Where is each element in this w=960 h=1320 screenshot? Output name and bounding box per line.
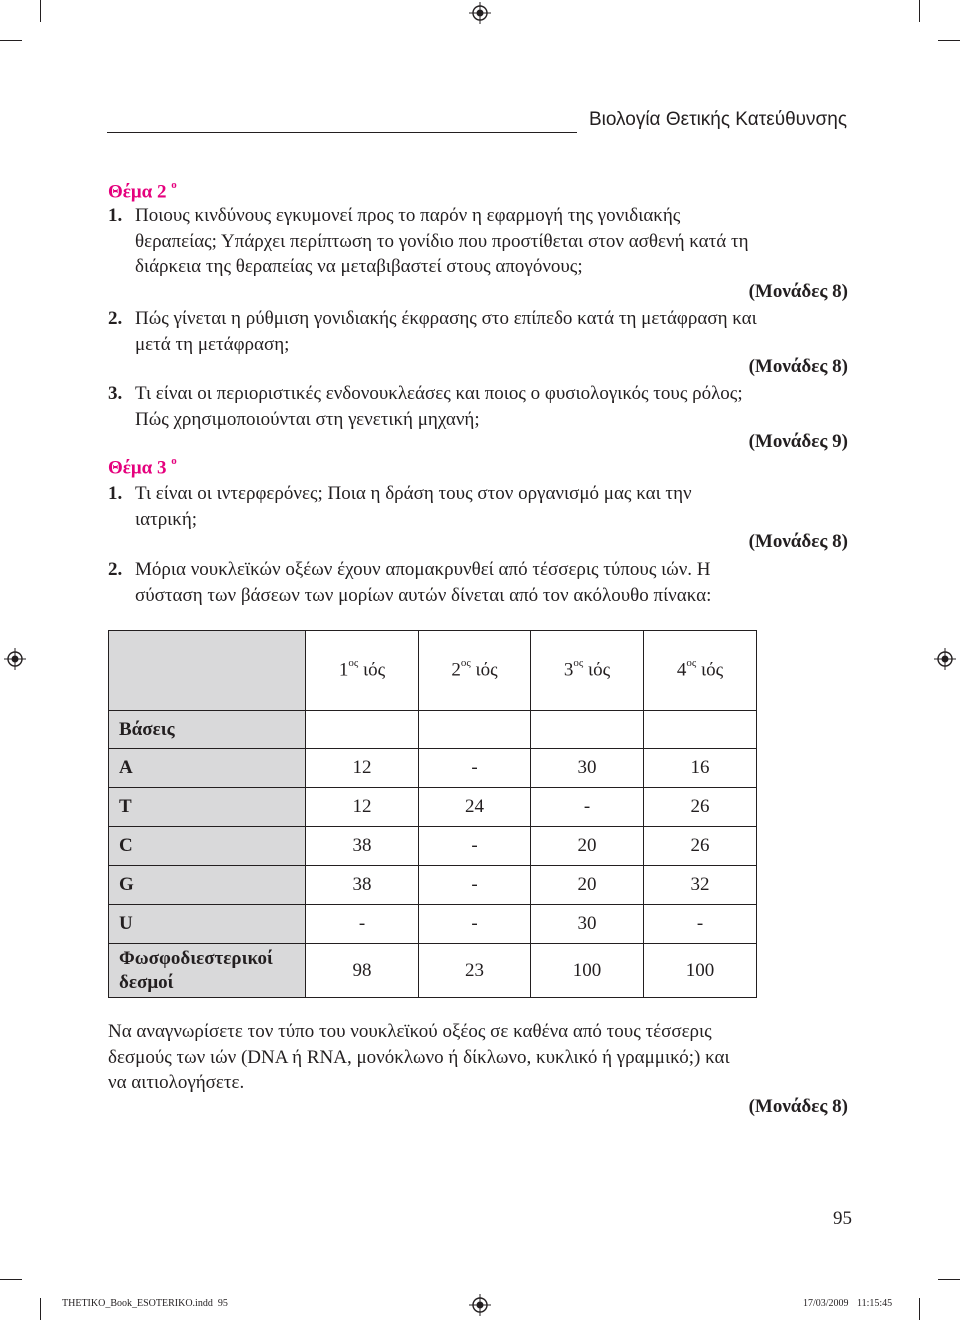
topic-2-title: Θέμα 2 [108, 181, 167, 203]
question-number: 3. [108, 383, 123, 404]
header-rule [107, 132, 577, 133]
table-row-label: Φωσφοδιεστερικοί δεσμοί [109, 944, 306, 998]
table-cell: 20 [531, 866, 644, 905]
table-row [109, 749, 757, 788]
question-line: μετά τη μετάφραση; [135, 333, 290, 355]
question-3-2 [108, 557, 122, 583]
table-cell: 26 [644, 788, 757, 827]
table-cell [644, 711, 757, 749]
question-line: Τι είναι οι περιοριστικές ενδονουκλεάσες και ποιος ο φυσιολογικός τους ρόλος; [135, 383, 743, 404]
topic-3-heading [108, 457, 177, 479]
topic-3-sup: ο [171, 455, 177, 467]
crop-mark [938, 1279, 960, 1280]
question-number: 1. [108, 205, 123, 226]
question-3-1-text [135, 481, 692, 532]
question-2-2-text [135, 306, 757, 357]
question-line: Πώς γίνεται η ρύθμιση γονιδιακής έκφρασης στο επίπεδο κατά τη μετάφραση και [135, 308, 757, 329]
table-row [109, 711, 757, 749]
question-number: 2. [108, 559, 123, 580]
units-label: (Μονάδες 8) [748, 531, 848, 552]
paragraph-line: δεσμούς των ιών (DNA ή RNA, μονόκλωνο ή δίκλωνο, κυκλικό ή γραμμικό;) και [108, 1046, 730, 1068]
table-corner-cell [109, 631, 306, 711]
table-cell: 98 [306, 944, 419, 998]
table-row-label: U [109, 905, 306, 944]
footer-date: 17/03/2009 [803, 1298, 849, 1309]
table-cell: 100 [644, 944, 757, 998]
crop-mark [40, 0, 41, 22]
table-cell: 30 [531, 749, 644, 788]
question-line: θεραπείας; Υπάρχει περίπτωση το γονίδιο που προστίθεται στον ασθενή κατά τη [135, 230, 749, 252]
table-cell: 100 [531, 944, 644, 998]
question-2-3-text [135, 381, 743, 432]
units-label: (Μονάδες 9) [748, 431, 848, 452]
table-cell: 16 [644, 749, 757, 788]
table-cell: - [419, 866, 531, 905]
table-cell: - [644, 905, 757, 944]
question-2-2 [108, 306, 122, 332]
table-cell: - [531, 788, 644, 827]
crop-mark [0, 1279, 22, 1280]
table-cell: 30 [531, 905, 644, 944]
closing-paragraph [108, 1019, 730, 1096]
table-header-row [109, 631, 757, 711]
table-cell: 26 [644, 827, 757, 866]
table-header-cell: $1^{o\varsigma}$ ιός [306, 631, 419, 711]
registration-mark-icon [4, 648, 26, 670]
question-line: Ποιους κινδύνους εγκυμονεί προς το παρόν η εφαρμογή της γονιδιακής [135, 205, 681, 226]
crop-mark [40, 1298, 41, 1320]
table-row [109, 788, 757, 827]
registration-mark-icon [469, 1294, 491, 1316]
table-row [109, 944, 757, 998]
table-cell: 38 [306, 827, 419, 866]
page-number: 95 [833, 1208, 852, 1229]
table-cell [531, 711, 644, 749]
table-cell: 24 [419, 788, 531, 827]
table-cell: 12 [306, 749, 419, 788]
crop-mark [0, 40, 22, 41]
table-cell: 32 [644, 866, 757, 905]
units-label: (Μονάδες 8) [748, 281, 848, 302]
table-cell [419, 711, 531, 749]
table-row [109, 827, 757, 866]
registration-mark-icon [934, 648, 956, 670]
question-line: Πώς χρησιμοποιούνται στη γενετική μηχανή; [135, 408, 480, 430]
units-label: (Μονάδες 8) [748, 356, 848, 377]
table-cell: 20 [531, 827, 644, 866]
question-line: Μόρια νουκλεϊκών οξέων έχουν απομακρυνθεί από τέσσερις τύπους ιών. Η [135, 559, 711, 580]
question-2-1-text [135, 203, 749, 280]
question-line: διάρκεια της θεραπείας να μεταβιβαστεί στους απογόνους; [135, 256, 583, 277]
table-row [109, 866, 757, 905]
question-line: ιατρική; [135, 508, 198, 530]
crop-mark [938, 40, 960, 41]
paragraph-line: Να αναγνωρίσετε τον τύπο του νουκλεϊκού οξέος σε καθένα από τους τέσσερις [108, 1021, 712, 1042]
question-number: 1. [108, 483, 123, 504]
table-row-label: Βάσεις [109, 711, 306, 749]
crop-mark [919, 1298, 920, 1320]
question-line: Τι είναι οι ιντερφερόνες; Ποια η δράση τους στον οργανισμό μας και την [135, 483, 692, 504]
question-line: σύσταση των βάσεων των μορίων αυτών δίνεται από τον ακόλουθο πίνακα: [135, 584, 712, 606]
table-cell [306, 711, 419, 749]
topic-2-heading [108, 181, 177, 203]
question-2-3 [108, 381, 122, 407]
table-row-label: A [109, 749, 306, 788]
footer-time: 11:15:45 [857, 1298, 893, 1309]
table-row-label: T [109, 788, 306, 827]
question-3-1 [108, 481, 122, 507]
running-header: Βιολογία Θετικής Κατεύθυνσης [588, 109, 847, 130]
table-row [109, 905, 757, 944]
table-header-cell: $3^{o\varsigma}$ ιός [531, 631, 644, 711]
question-number: 2. [108, 308, 123, 329]
table-cell: - [306, 905, 419, 944]
topic-2-sup: ο [171, 179, 177, 191]
paragraph-line: να αιτιολογήσετε. [108, 1072, 245, 1093]
question-3-2-text [135, 557, 711, 608]
table-cell: 23 [419, 944, 531, 998]
table-cell: - [419, 749, 531, 788]
crop-mark [919, 0, 920, 22]
table-row-label: C [109, 827, 306, 866]
topic-3-title: Θέμα 3 [108, 457, 167, 479]
bases-table [108, 630, 757, 998]
table-cell: - [419, 905, 531, 944]
table-cell: 38 [306, 866, 419, 905]
footer-file: THETIKO_Book_ESOTERIKO.indd 95 [62, 1298, 228, 1309]
table-cell: 12 [306, 788, 419, 827]
units-label: (Μονάδες 8) [748, 1096, 848, 1117]
table-row-label: G [109, 866, 306, 905]
table-cell: - [419, 827, 531, 866]
table-header-cell: $2^{o\varsigma}$ ιός [419, 631, 531, 711]
registration-mark-icon [469, 2, 491, 24]
question-2-1 [108, 203, 122, 229]
table-header-cell: $4^{o\varsigma}$ ιός [644, 631, 757, 711]
